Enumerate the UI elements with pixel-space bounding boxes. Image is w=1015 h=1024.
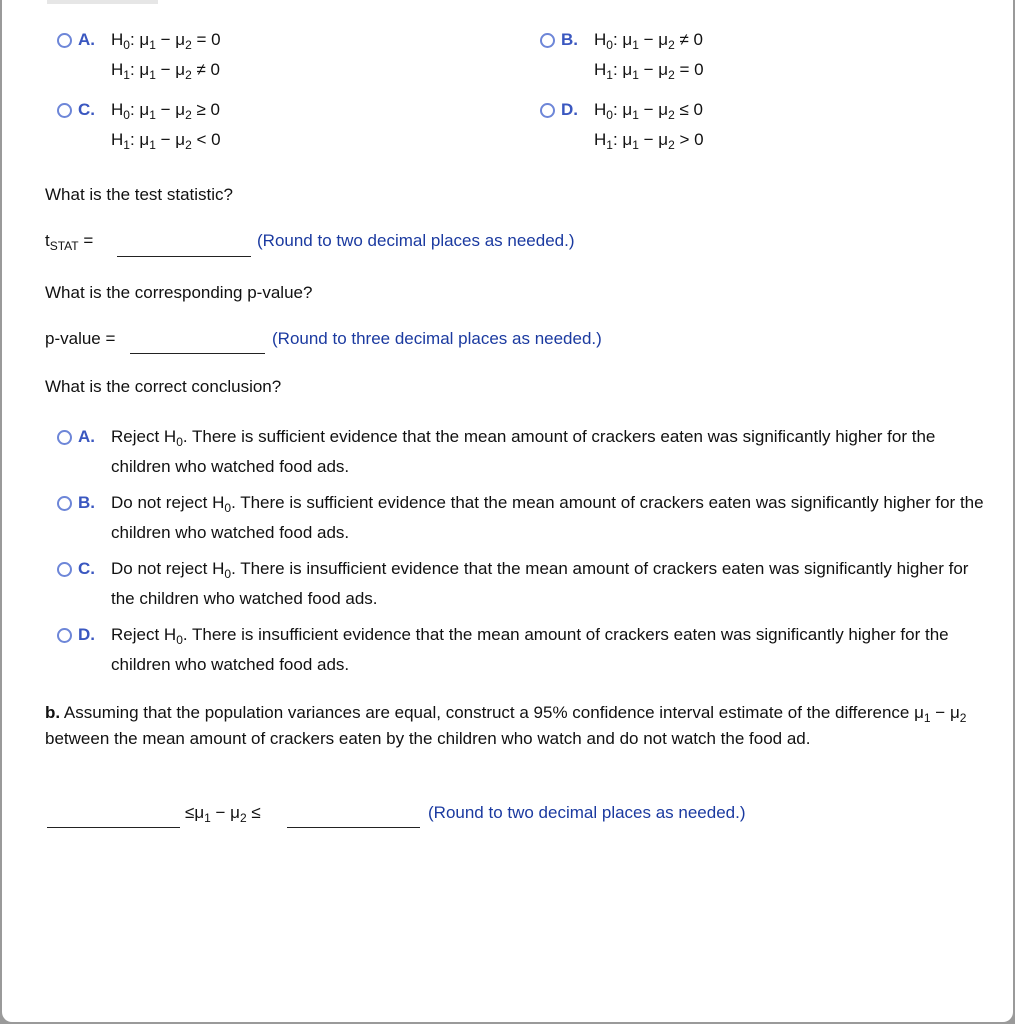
- hypothesis-option-letter: A.: [78, 30, 95, 49]
- ci-upper-input[interactable]: [287, 827, 420, 828]
- alternative-hypothesis: $H_1$: $\mu_1 - \mu_2 < 0$: [111, 130, 221, 152]
- conclusion-option-text: Do not reject $H_0$. There is insufficient evidence that the mean amount of crackers eaten was significantly higher for the children who watched food ads.: [111, 559, 969, 608]
- question-panel: [2, 0, 1013, 1022]
- conclusion-option-radio[interactable]: [57, 562, 72, 577]
- pvalue-question: What is the corresponding p-value?: [45, 283, 313, 302]
- conclusion-option-radio[interactable]: [57, 628, 72, 643]
- header-tab: [47, 0, 158, 4]
- tstat-hint: (Round to two decimal places as needed.): [257, 231, 575, 250]
- ci-hint: (Round to two decimal places as needed.): [428, 803, 746, 822]
- conclusion-option-text: Reject $H_0$. There is sufficient evidence that the mean amount of crackers eaten was significantly higher for the children who watched food ads.: [111, 427, 936, 476]
- null-hypothesis: $H_0$: $\mu_1 - \mu_2 \ne 0$: [594, 30, 703, 52]
- ci-expression: $\le\mu_1 - \mu_2$ ≤: [185, 803, 261, 825]
- hypothesis-option-radio[interactable]: [540, 33, 555, 48]
- tstat-label: $t_{STAT}$ =: [45, 231, 94, 253]
- conclusion-option-letter: B.: [78, 493, 95, 512]
- conclusion-option-radio[interactable]: [57, 430, 72, 445]
- pvalue-hint: (Round to three decimal places as needed.): [272, 329, 602, 348]
- alternative-hypothesis: $H_1$: $\mu_1 - \mu_2 = 0$: [594, 60, 704, 82]
- conclusion-option-radio[interactable]: [57, 496, 72, 511]
- tstat-input[interactable]: [117, 256, 251, 257]
- conclusion-option-text: Do not reject $H_0$. There is sufficient evidence that the mean amount of crackers eaten was significantly higher for the children who watched food ads.: [111, 493, 984, 542]
- hypothesis-option-letter: C.: [78, 100, 95, 119]
- null-hypothesis: $H_0$: $\mu_1 - \mu_2 \le 0$: [594, 100, 703, 122]
- hypothesis-option-letter: B.: [561, 30, 578, 49]
- hypothesis-option-radio[interactable]: [540, 103, 555, 118]
- conclusion-option-letter: A.: [78, 427, 95, 446]
- alternative-hypothesis: $H_1$: $\mu_1 - \mu_2 > 0$: [594, 130, 704, 152]
- hypothesis-option-letter: D.: [561, 100, 578, 119]
- test-statistic-question: What is the test statistic?: [45, 185, 234, 204]
- null-hypothesis: $H_0$: $\mu_1 - \mu_2 \ge 0$: [111, 100, 220, 122]
- null-hypothesis: $H_0$: $\mu_1 - \mu_2 = 0$: [111, 30, 221, 52]
- part-b-question: b. Assuming that the population variances are equal, construct a 95% confidence interval estimate of the difference $\mu_1 - \mu_2$ between the mean amount of crackers eaten by the children who watch and do not watch the food ad.: [45, 703, 967, 748]
- hypothesis-option-radio[interactable]: [57, 103, 72, 118]
- alternative-hypothesis: $H_1$: $\mu_1 - \mu_2 \ne 0$: [111, 60, 220, 82]
- pvalue-input[interactable]: [130, 353, 265, 354]
- conclusion-option-letter: D.: [78, 625, 95, 644]
- conclusion-option-letter: C.: [78, 559, 95, 578]
- pvalue-label: p-value =: [45, 329, 116, 348]
- conclusion-question: What is the correct conclusion?: [45, 377, 282, 396]
- conclusion-option-text: Reject $H_0$. There is insufficient evidence that the mean amount of crackers eaten was significantly higher for the children who watched food ads.: [111, 625, 949, 674]
- ci-lower-input[interactable]: [47, 827, 180, 828]
- hypothesis-option-radio[interactable]: [57, 33, 72, 48]
